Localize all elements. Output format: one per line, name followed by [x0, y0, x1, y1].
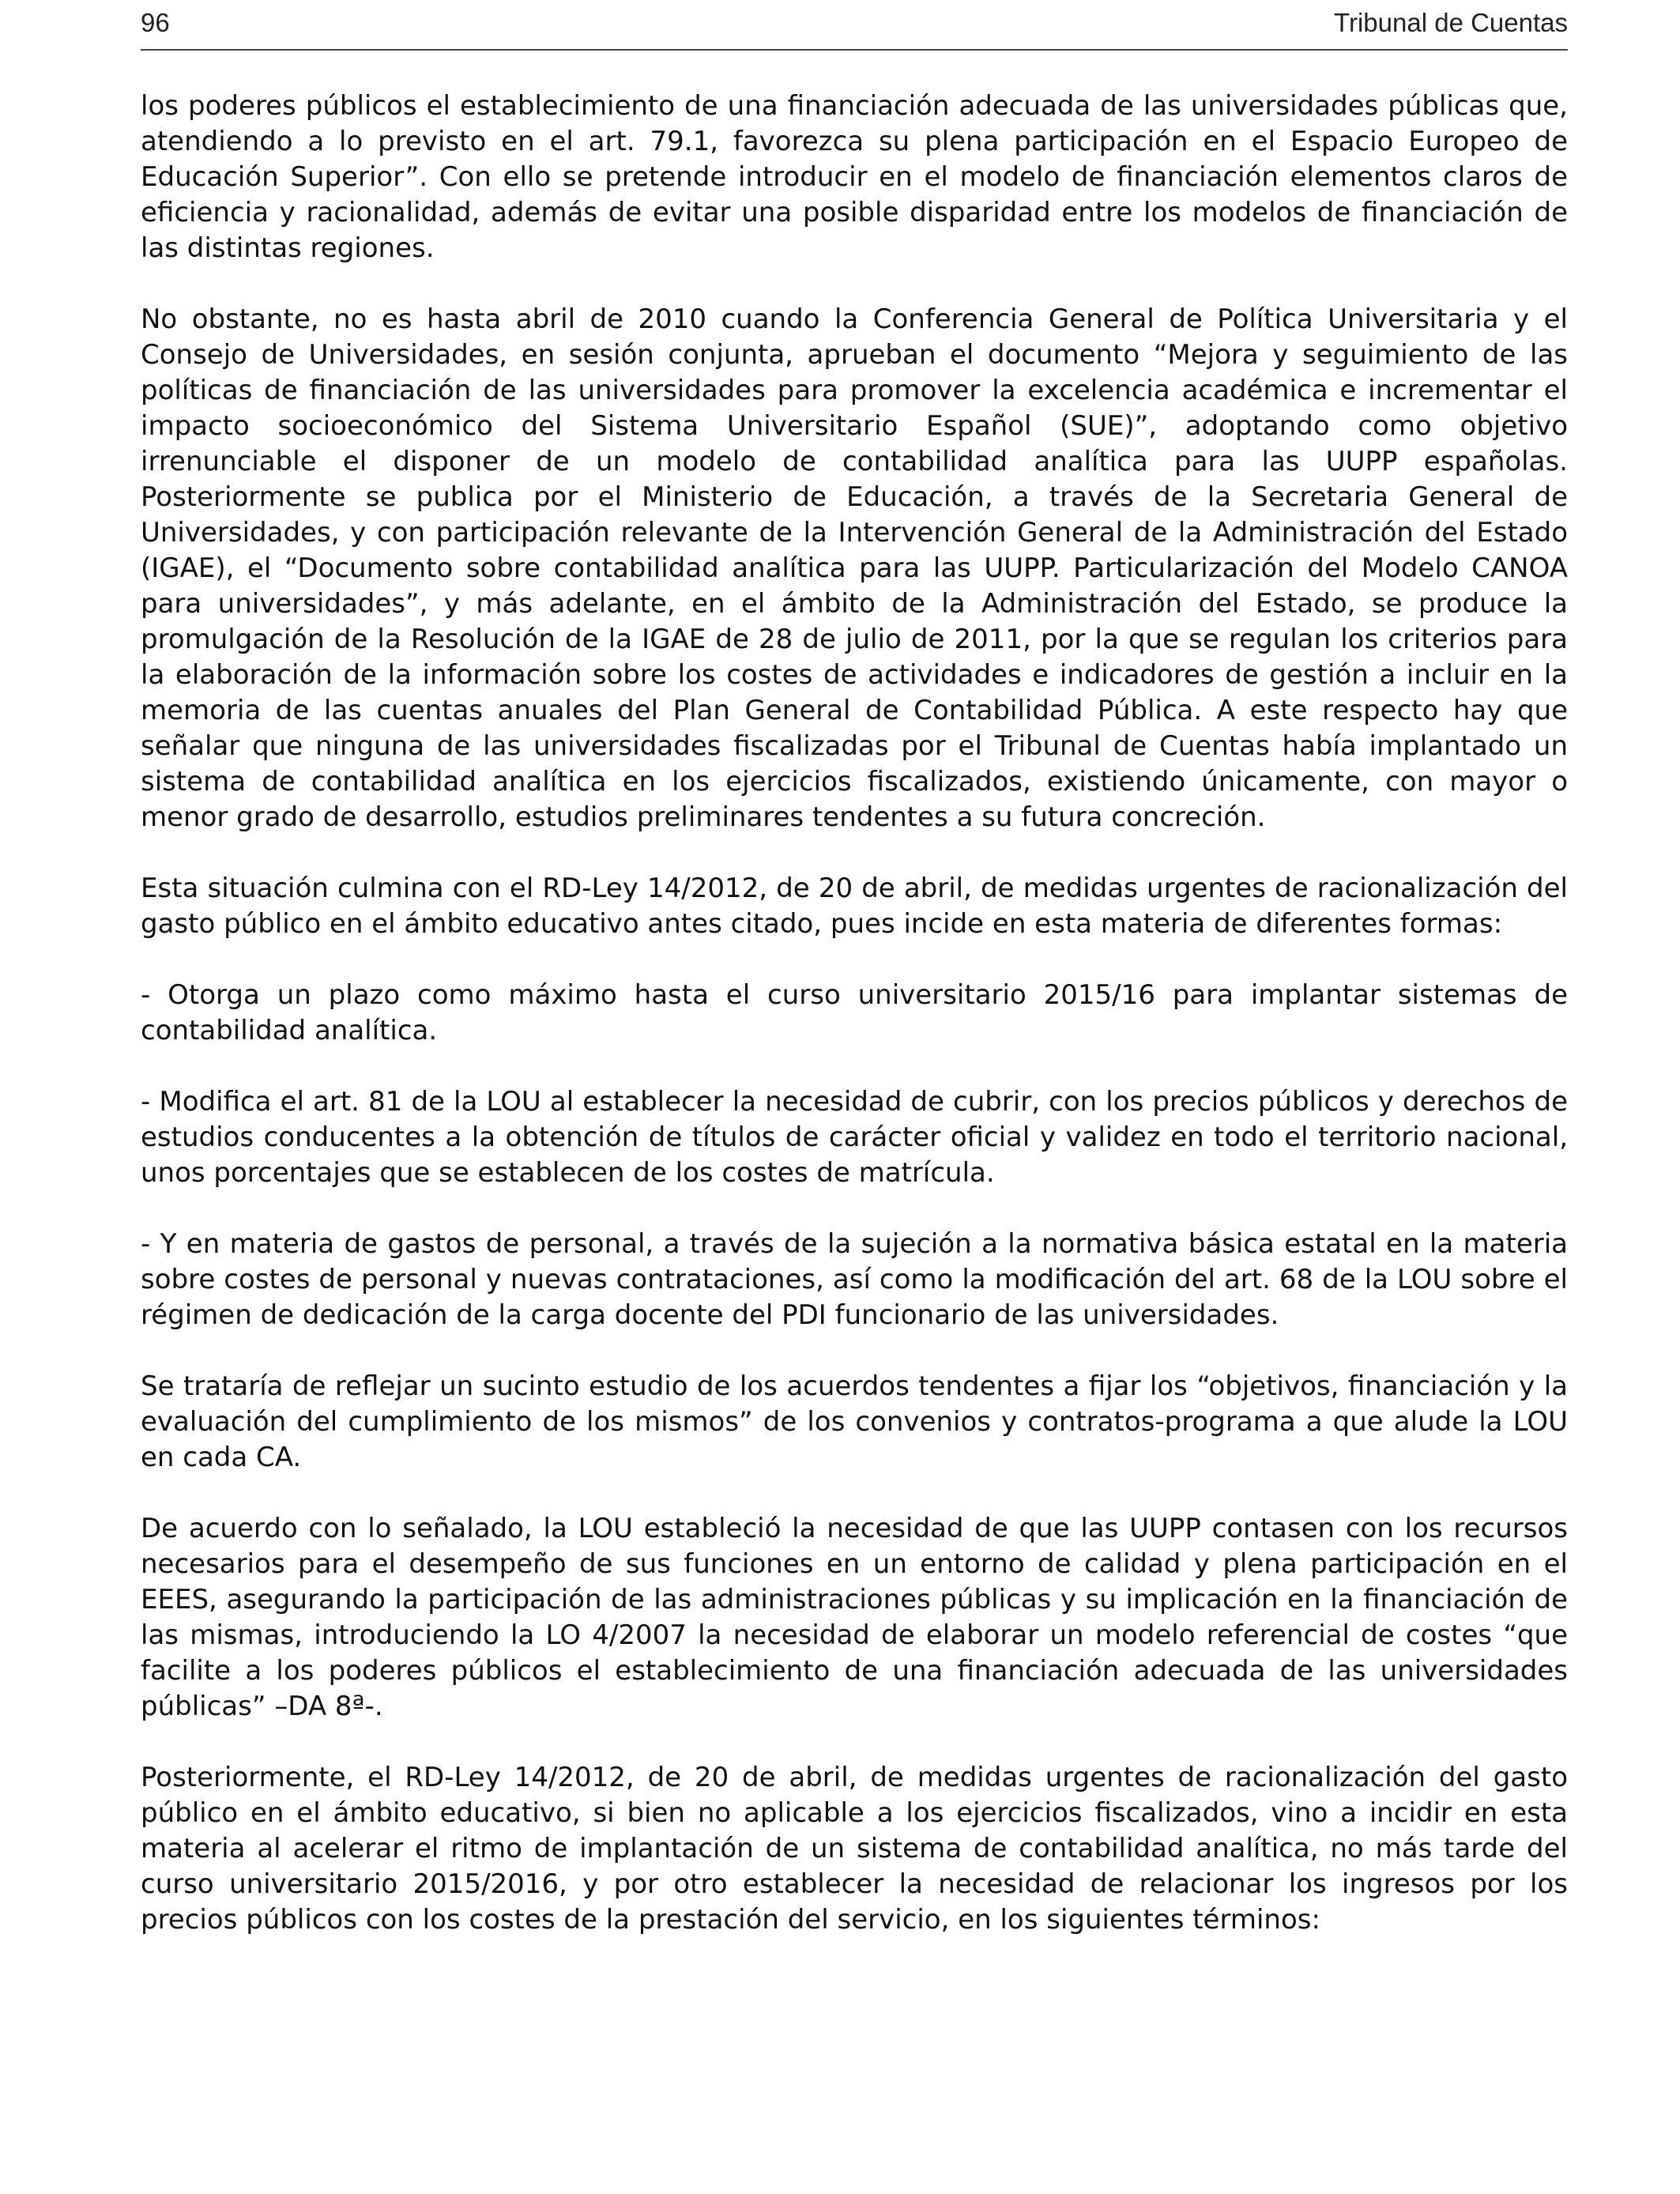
paragraph: Posteriormente, el RD-Ley 14/2012, de 20 de abril, de medidas urgentes de racionalización del gasto público en el ámbito educativo, si bien no aplicable a los ejercicios fiscalizados, vino a incidir en esta materia al acelerar el ritmo de implantación de un sistema de contabilidad analítica, no más tarde del curso universitario 2015/2016, y por otro establecer la necesidad de relacionar los ingresos por los precios públicos con los costes de la prestación del servicio, en los siguientes términos: [141, 1762, 1568, 1936]
paragraph: Esta situación culmina con el RD-Ley 14/2012, de 20 de abril, de medidas urgentes de racionalización del gasto público en el ámbito educativo antes citado, pues incide en esta materia de diferentes formas: [141, 873, 1568, 940]
page-header [141, 0, 1568, 51]
bullet-paragraph: - Modifica el art. 81 de la LOU al establecer la necesidad de cubrir, con los precios públicos y derechos de estudios conducentes a la obtención de títulos de carácter oficial y validez en todo el territorio nacional, unos porcentajes que se establecen de los costes de matrícula. [141, 1086, 1568, 1189]
running-title: Tribunal de Cuentas [1334, 8, 1568, 37]
bullet-paragraph: - Y en materia de gastos de personal, a través de la sujeción a la normativa básica estatal en la materia sobre costes de personal y nuevas contrataciones, así como la modificación del art. 68 de la LOU sobre el régimen de dedicación de la carga docente del PDI funcionario de las universidades. [141, 1228, 1568, 1331]
paragraph: Se trataría de reflejar un sucinto estudio de los acuerdos tendentes a fijar los “objetivos, financiación y la evaluación del cumplimiento de los mismos” de los convenios y contratos-programa a que alude la LOU en cada CA. [141, 1370, 1568, 1473]
body-text [141, 89, 1568, 1938]
paragraph: De acuerdo con lo señalado, la LOU estableció la necesidad de que las UUPP contasen con los recursos necesarios para el desempeño de sus funciones en un entorno de calidad y plena participación en el EEES, asegurando la participación de las administraciones públicas y su implicación en la financiación de las mismas, introduciendo la LO 4/2007 la necesidad de elaborar un modelo referencial de costes “que facilite a los poderes públicos el establecimiento de una financiación adecuada de las universidades públicas” –DA 8ª-. [141, 1513, 1568, 1722]
page-number: 96 [141, 8, 170, 37]
bullet-paragraph: - Otorga un plazo como máximo hasta el curso universitario 2015/16 para implantar sistemas de contabilidad analítica. [141, 979, 1568, 1046]
paragraph: No obstante, no es hasta abril de 2010 cuando la Conferencia General de Política Universitaria y el Consejo de Universidades, en sesión conjunta, aprueban el documento “Mejora y seguimiento de las políticas de financiación de las universidades para promover la excelencia académica e incrementar el impacto socioeconómico del Sistema Universitario Español (SUE)”, adoptando como objetivo irrenunciable el disponer de un modelo de contabilidad analítica para las UUPP españolas. Posteriormente se publica por el Ministerio de Educación, a través de la Secretaria General de Universidades, y con participación relevante de la Intervención General de la Administración del Estado (IGAE), el “Documento sobre contabilidad analítica para las UUPP. Particularización del Modelo CANOA para universidades”, y más adelante, en el ámbito de la Administración del Estado, se produce la promulgación de la Resolución de la IGAE de 28 de julio de 2011, por la que se regulan los criterios para la elaboración de la información sobre los costes de actividades e indicadores de gestión a incluir en la memoria de las cuentas anuales del Plan General de Contabilidad Pública. A este respecto hay que señalar que ninguna de las universidades fiscalizadas por el Tribunal de Cuentas había implantado un sistema de contabilidad analítica en los ejercicios fiscalizados, existiendo únicamente, con mayor o menor grado de desarrollo, estudios preliminares tendentes a su futura concreción. [141, 303, 1568, 833]
paragraph: los poderes públicos el establecimiento de una financiación adecuada de las universidades públicas que, atendiendo a lo previsto en el art. 79.1, favorezca su plena participación en el Espacio Europeo de Educación Superior”. Con ello se pretende introducir en el modelo de financiación elementos claros de eficiencia y racionalidad, además de evitar una posible disparidad entre los modelos de financiación de las distintas regiones. [141, 90, 1568, 264]
document-page [141, 0, 1568, 1938]
